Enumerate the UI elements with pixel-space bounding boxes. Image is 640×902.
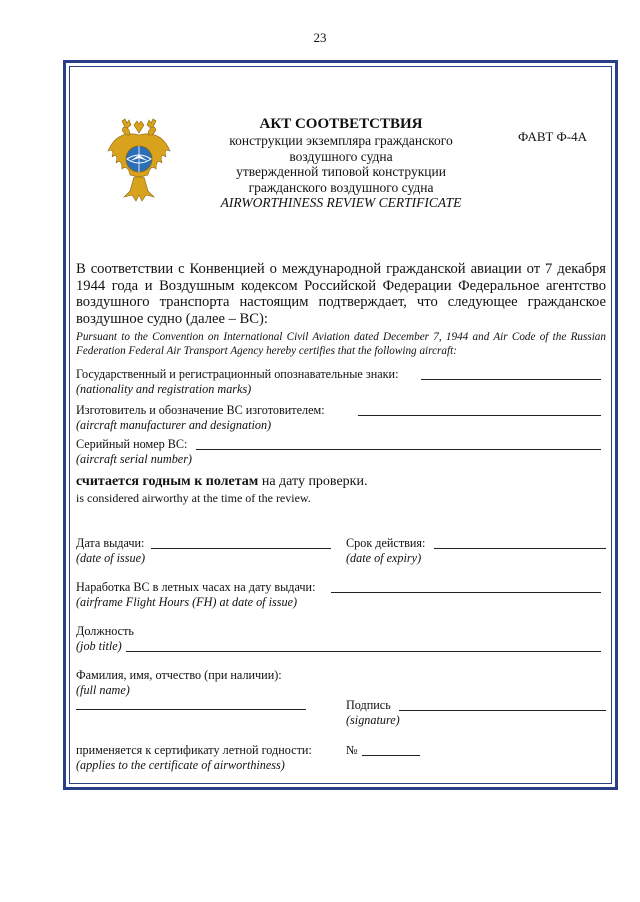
field-label-ru: Наработка ВС в летных часах на дату выдачи:	[76, 580, 316, 594]
field-serial-number	[76, 437, 192, 466]
certificate-frame	[63, 60, 618, 790]
header-line-3: утвержденной типовой конструкции	[236, 164, 446, 179]
field-label-ru: Дата выдачи:	[76, 536, 145, 550]
airworthy-rest: на дату проверки.	[258, 474, 368, 489]
field-registration-marks	[76, 367, 398, 396]
field-label-en: (airframe Flight Hours (FH) at date of issue)	[76, 594, 298, 609]
registration-marks-line[interactable]	[421, 379, 601, 380]
header-line-4: гражданского воздушного судна	[248, 179, 434, 195]
field-date-of-issue	[76, 536, 145, 565]
field-label-en: (nationality and registration marks)	[76, 381, 252, 396]
field-label-ru: применяется к сертификату летной годности:	[76, 743, 312, 757]
field-label-en: (aircraft serial number)	[76, 451, 192, 466]
airworthy-statement	[76, 474, 367, 490]
field-date-of-expiry	[346, 536, 425, 565]
header-line-1: конструкции экземпляра гражданского	[229, 133, 453, 148]
serial-number-line[interactable]	[196, 449, 601, 450]
intro-text-en: Pursuant to the Convention on International Civil Aviation dated December 7, 1944 and Air Code of the Russian Federation Federal Air Transport Agency hereby certifies that the following aircraft:	[76, 331, 606, 357]
field-label-en: (date of issue)	[76, 550, 146, 565]
full-name-line[interactable]	[76, 709, 306, 710]
field-label-en: (full name)	[76, 682, 130, 697]
certificate-number-label: №	[346, 743, 358, 757]
certificate-number-line[interactable]	[362, 755, 420, 756]
field-flight-hours	[76, 580, 315, 609]
field-label-ru: Серийный номер ВС:	[76, 437, 188, 451]
signature-line[interactable]	[399, 710, 606, 711]
intro-text-ru: В соответствии с Конвенцией о международной гражданской авиации от 7 декабря 1944 года и Воздушным кодексом Российской Федерации Федеральное агентство воздушного транспорта настоящим подтверждает, что следующее гражданское воздушное судно (далее – ВС):	[76, 261, 606, 327]
date-of-issue-line[interactable]	[151, 548, 331, 549]
certificate-header	[196, 115, 486, 211]
field-label-ru: Должность	[76, 624, 134, 638]
certificate-title: АКТ СООТВЕТСТВИЯ	[259, 116, 423, 132]
header-line-2: воздушного судна	[289, 148, 393, 164]
field-label-en: (applies to the certificate of airworthiness)	[76, 757, 285, 772]
field-label-ru: Срок действия:	[346, 536, 426, 550]
field-label-en: (aircraft manufacturer and designation)	[76, 417, 272, 432]
field-manufacturer	[76, 403, 325, 432]
field-label-en: (job title)	[76, 638, 122, 653]
field-label-ru: Подпись	[346, 698, 391, 712]
flight-hours-line[interactable]	[331, 592, 601, 593]
date-of-expiry-line[interactable]	[434, 548, 606, 549]
field-label-en: (signature)	[346, 712, 400, 727]
form-code: ФАВТ Ф-4А	[518, 129, 588, 144]
field-job-title	[76, 624, 134, 653]
field-signature	[346, 698, 400, 727]
manufacturer-line[interactable]	[358, 415, 601, 416]
field-full-name	[76, 668, 282, 697]
airworthy-bold: считается годным к полетам	[76, 474, 259, 489]
field-label-en: (date of expiry)	[346, 550, 422, 565]
field-applies-certificate	[76, 743, 312, 772]
double-headed-eagle-emblem-icon	[104, 111, 174, 211]
field-label-ru: Изготовитель и обозначение ВС изготовителем:	[76, 403, 325, 417]
page-number: 23	[313, 30, 327, 45]
airworthy-statement-en: is considered airworthy at the time of the review.	[76, 491, 311, 505]
field-label-ru: Фамилия, имя, отчество (при наличии):	[76, 668, 282, 682]
job-title-line[interactable]	[126, 651, 601, 652]
certificate-title-en: AIRWORTHINESS REVIEW CERTIFICATE	[220, 195, 462, 210]
field-label-ru: Государственный и регистрационный опознавательные знаки:	[76, 367, 399, 381]
